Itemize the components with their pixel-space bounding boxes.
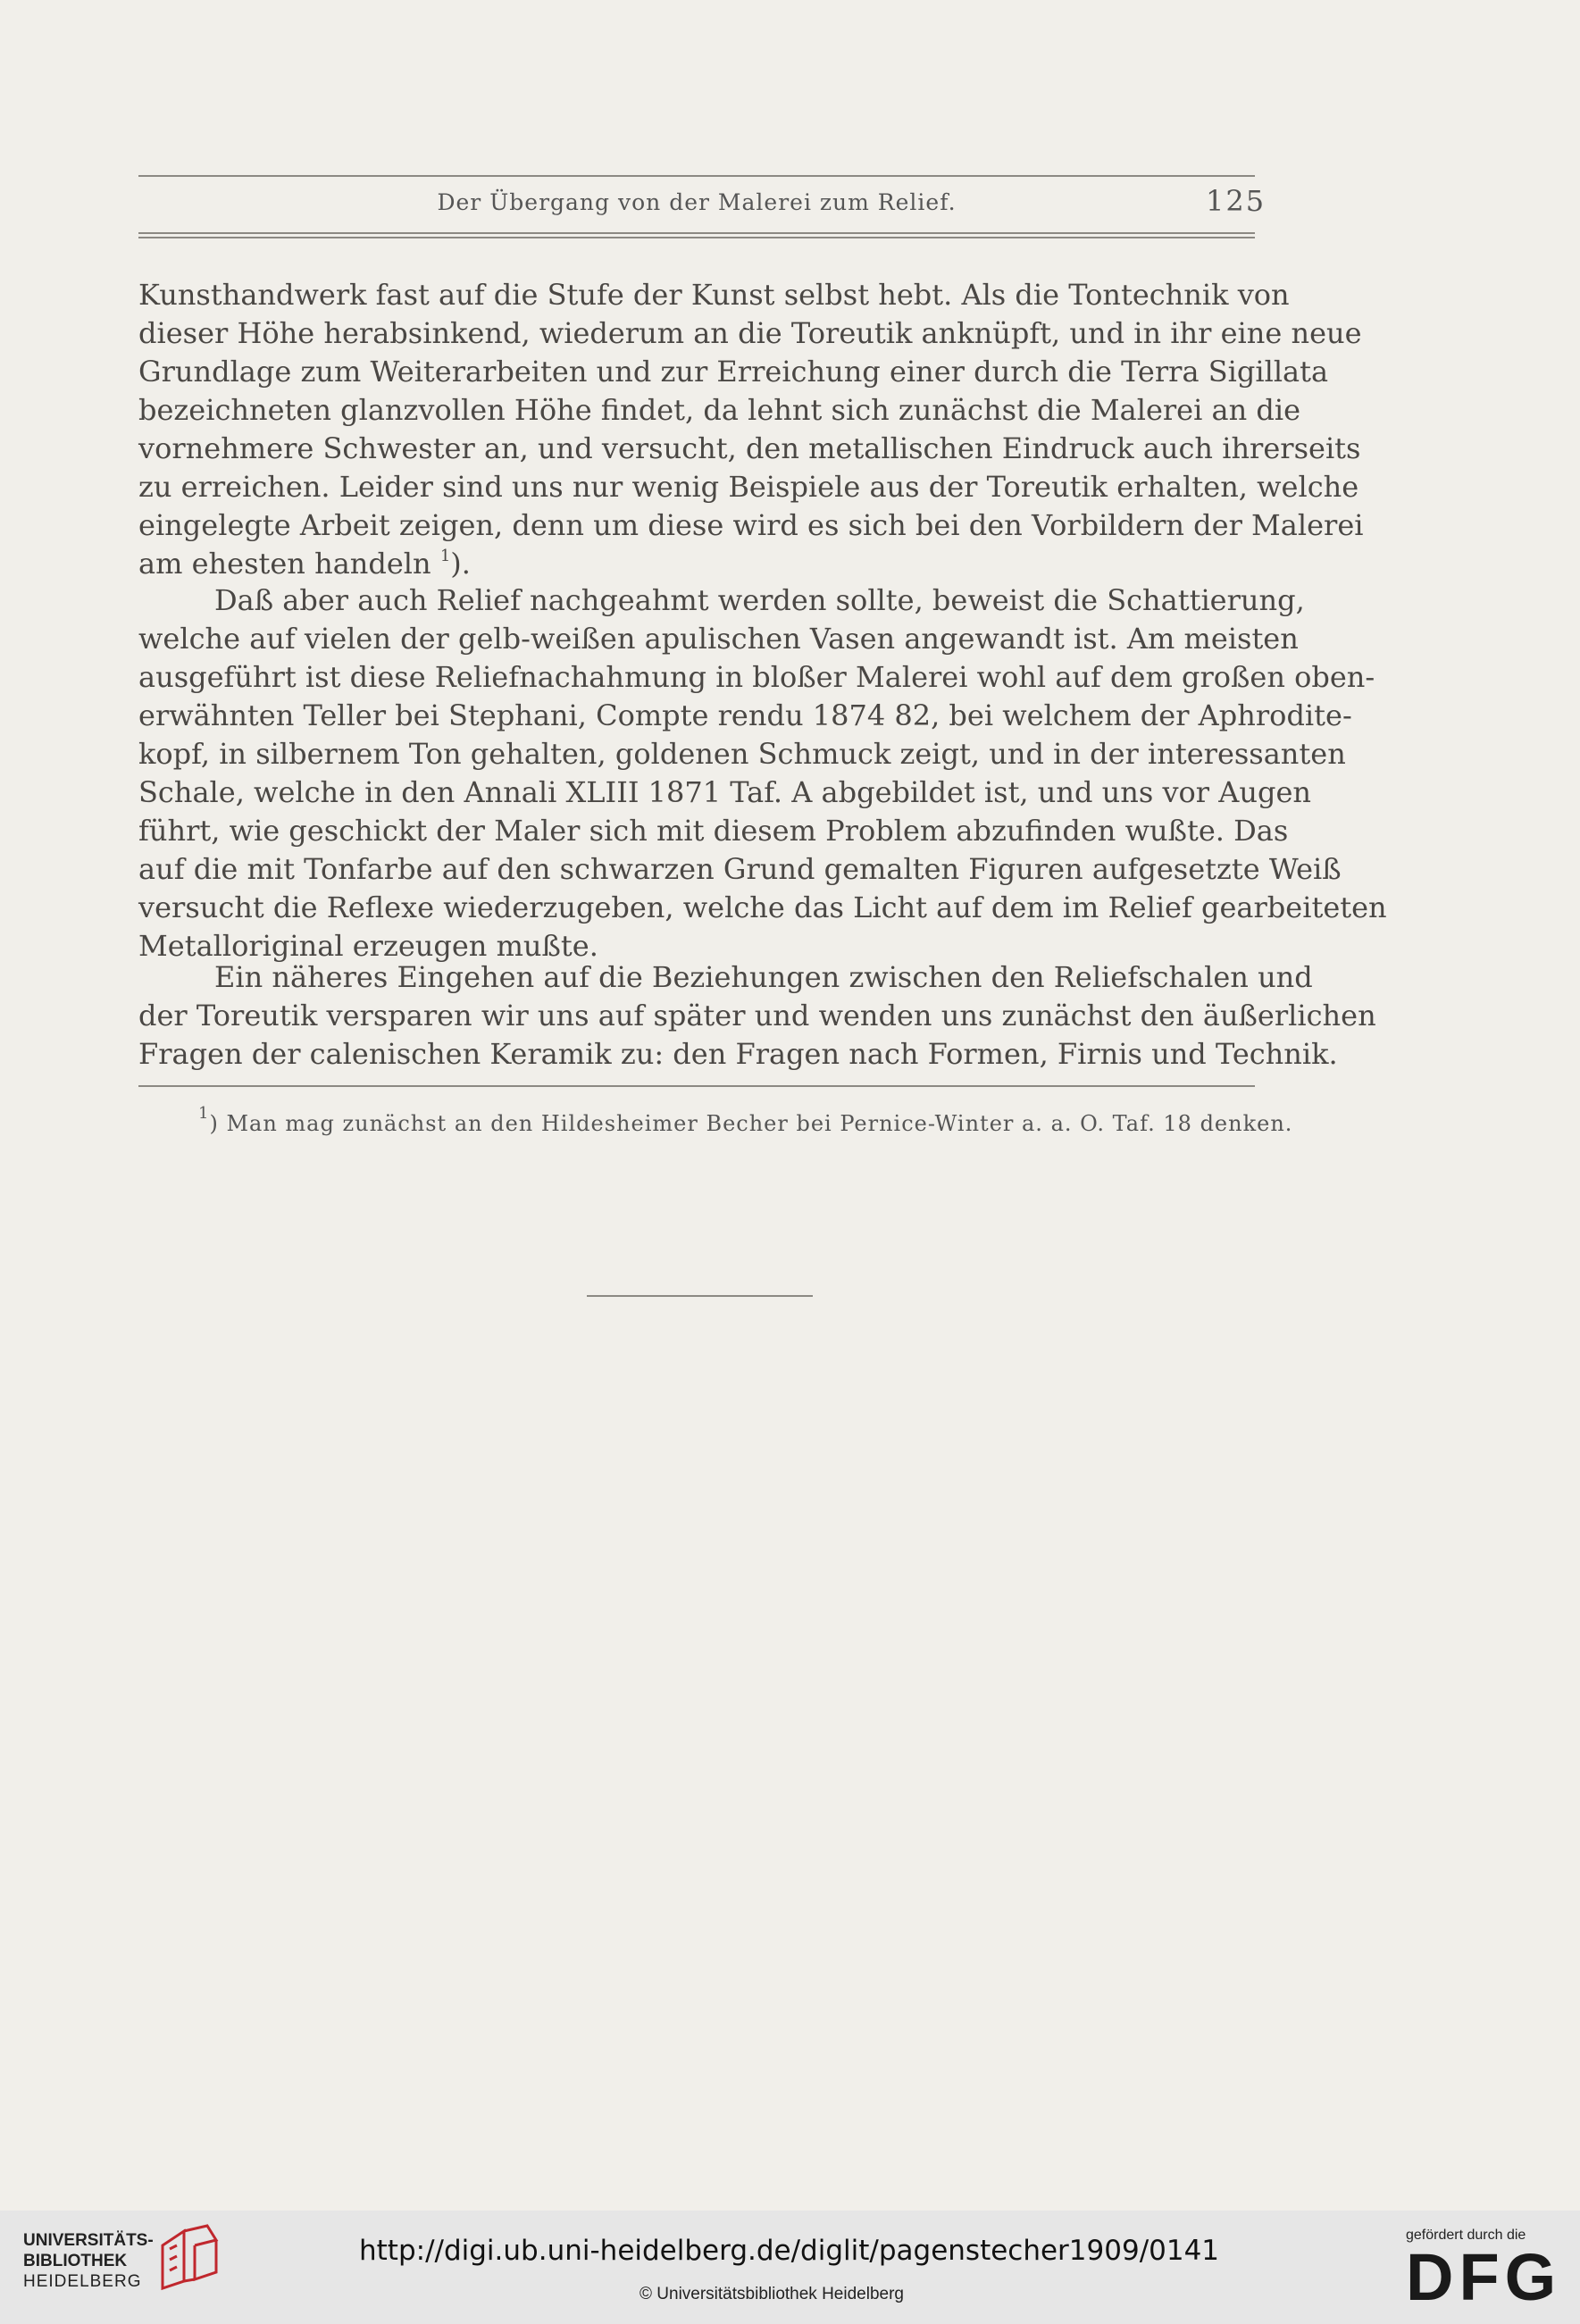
text-line: Fragen der calenischen Keramik zu: den Fragen nach Formen, Firnis und Technik. <box>138 1037 1338 1071</box>
text-line: erwähnten Teller bei Stephani, Compte rendu 1874 82, bei welchem der Aphrodite- <box>138 698 1352 732</box>
text-line: kopf, in silbernem Ton gehalten, goldenen Schmuck zeigt, und in der interessanten <box>138 737 1346 771</box>
text-line: Schale, welche in den Annali XLIII 1871 Taf. A abgebildet ist, und uns vor Augen <box>138 775 1312 809</box>
library-name-line-1: UNIVERSITÄTS- <box>23 2231 154 2250</box>
library-logo-text <box>23 2230 154 2292</box>
text-line: versucht die Reflexe wiederzugeben, welche das Licht auf dem im Relief gearbeiteten <box>138 890 1387 924</box>
paragraph-2 <box>138 581 1387 966</box>
footnote-text: ) Man mag zunächst an den Hildesheimer Becher bei Pernice-Winter a. a. O. Taf. 18 denken. <box>209 1111 1293 1136</box>
header-double-rule-top <box>138 232 1255 234</box>
text-line: eingelegte Arbeit zeigen, denn um diese wird es sich bei den Vorbildern der Malerei <box>138 508 1364 542</box>
footnote-marker: 1 <box>198 1104 210 1123</box>
header-top-rule <box>138 175 1255 177</box>
text-line: Grundlage zum Weiterarbeiten und zur Erreichung einer durch die Terra Sigillata <box>138 355 1329 389</box>
running-title: Der Übergang von der Malerei zum Relief. <box>437 189 957 215</box>
text-line: Kunsthandwerk fast auf die Stufe der Kunst selbst hebt. Als die Tontechnik von <box>138 278 1290 312</box>
text-line: bezeichneten glanzvollen Höhe findet, da lehnt sich zunächst die Malerei an die <box>138 393 1301 427</box>
footnote <box>198 1104 1293 1136</box>
funding-caption: gefördert durch die <box>1406 2228 1526 2243</box>
end-rule <box>587 1295 813 1297</box>
text-line: zu erreichen. Leider sind uns nur wenig Beispiele aus der Toreutik erhalten, welche <box>138 470 1359 504</box>
header-double-rule-bottom <box>138 237 1255 238</box>
library-logo-icon <box>157 2222 222 2292</box>
paragraph-3 <box>138 958 1376 1074</box>
text-line: führt, wie geschickt der Maler sich mit diesem Problem abzufinden wußte. Das <box>138 814 1289 848</box>
text-line: der Toreutik versparen wir uns auf später und wenden uns zunächst den äußerlichen <box>138 999 1376 1032</box>
text-line-last: Metalloriginal erzeugen mußte. <box>138 929 598 963</box>
library-name-line-2: BIBLIOTHEK <box>23 2252 128 2270</box>
text-line: Ein näheres Eingehen auf die Beziehungen zwischen den Reliefschalen und <box>214 960 1313 994</box>
text-line: welche auf vielen der gelb-weißen apulischen Vasen angewandt ist. Am meisten <box>138 622 1299 656</box>
text-fragment: am ehesten handeln <box>138 547 431 581</box>
paragraph-1 <box>138 276 1364 583</box>
text-line: dieser Höhe herabsinkend, wiederum an die Toreutik anknüpft, und in ihr eine neue <box>138 316 1362 350</box>
text-fragment: ). <box>450 547 471 581</box>
page-number: 125 <box>1206 184 1267 218</box>
footer-bar <box>0 2211 1580 2324</box>
document-url-link[interactable]: http://digi.ub.uni-heidelberg.de/diglit/pagenstecher1909/0141 <box>359 2235 1220 2267</box>
text-line-last <box>138 545 1255 583</box>
text-line: vornehmere Schwester an, und versucht, den metallischen Eindruck auch ihrerseits <box>138 431 1361 465</box>
library-name-line-3: HEIDELBERG <box>23 2272 142 2291</box>
text-line: auf die mit Tonfarbe auf den schwarzen Grund gemalten Figuren aufgesetzte Weiß <box>138 852 1342 886</box>
text-line: Daß aber auch Relief nachgeahmt werden sollte, beweist die Schattierung, <box>214 583 1305 617</box>
footnote-reference: 1 <box>439 547 451 565</box>
footnote-separator <box>138 1085 1255 1087</box>
dfg-logo: DFG <box>1406 2240 1562 2314</box>
text-line: ausgeführt ist diese Reliefnachahmung in bloßer Malerei wohl auf dem großen oben- <box>138 660 1375 694</box>
copyright-notice: © Universitätsbibliothek Heidelberg <box>640 2285 904 2303</box>
